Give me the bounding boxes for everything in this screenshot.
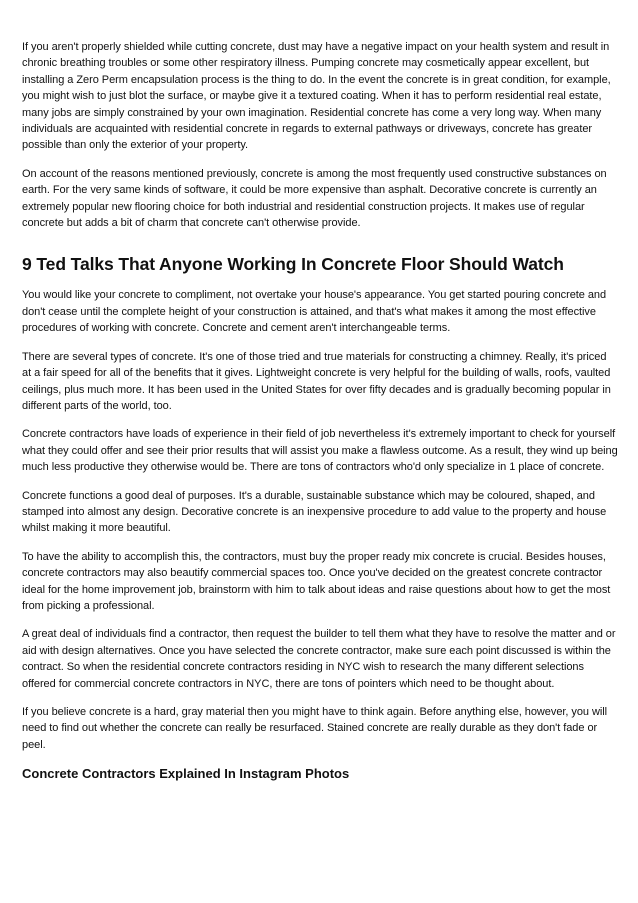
paragraph-3: You would like your concrete to compliment, not overtake your house's appearance. You get started pouring concrete and don't cease until the complete height of your construction is attained, and that's what makes it among the most effective procedures of working with concrete. Concrete and cement aren't interchangeable terms. [22, 289, 607, 335]
paragraph-1: If you aren't properly shielded while cutting concrete, dust may have a negative impact on your health system and result in chronic breathing troubles or some other respiratory illness. Pumping concrete may cosmetically appear excellent, but installing a Zero Perm encapsulation process is the thing to do. In the event the concrete is in great condition, for example, you might wish to just blot the surface, or maybe give it a textured coating. When it has to perform residential real estate, many jobs are simply constrained by your own imagination. Residential concrete has come a very long way. When many individuals are acquainted with residential concrete in regards to external pathways or driveways, concrete has greater possible than only the exterior of your property. [22, 41, 611, 152]
section-heading-2: Concrete Contractors Explained In Instagram Photos [22, 766, 350, 782]
paragraph-4: There are several types of concrete. It's one of those tried and true materials for constructing a chimney. Really, it's priced at a fair speed for all of the benefits that it gives. Lightweight concrete is very helpful for the building of walls, roofs, vaulted ceilings, plus much more. It has been used in the United States for over fifty decades and is gradually becoming popular in different parts of the world, too. [22, 350, 611, 412]
paragraph-7: To have the ability to accomplish this, the contractors, must buy the proper ready mix concrete is crucial. Besides houses, concrete contractors may also beautify commercial spaces too. Once you've decided on the greatest concrete contractor ideal for the home improvement job, brainstorm with him to talk about ideas and raise questions about how to get the most from picking a professional. [22, 550, 611, 612]
document-page [22, 39, 618, 783]
paragraph-5: Concrete contractors have loads of experience in their field of job nevertheless it's extremely important to check for yourself what they could offer and see their prior results that will assist you make a flawless outcome. As a result, they wind up being much less productive they otherwise would be. There are tons of contractors who'd only specialize in 1 place of concrete. [22, 428, 618, 474]
section-heading-1: 9 Ted Talks That Anyone Working In Concrete Floor Should Watch [22, 254, 564, 275]
paragraph-2: On account of the reasons mentioned previously, concrete is among the most frequently used constructive substances on earth. For the very same kinds of software, it could be more expensive than asphalt. Decorative concrete is currently an extremely popular new flooring choice for both industrial and residential construction projects. It makes use of regular concrete but adds a bit of charm that concrete can't otherwise provide. [22, 167, 607, 230]
paragraph-9: If you believe concrete is a hard, gray material then you might have to think again. Before anything else, however, you will need to find out whether the concrete can really be resurfaced. Stained concrete are really durable as they don't fade or peel. [22, 706, 608, 751]
paragraph-8: A great deal of individuals find a contractor, then request the builder to tell them what they have to resolve the matter and or aid with design alternatives. Once you have selected the concrete contractor, make sure each point discussed is within the contract. So when the residential concrete contractors residing in NYC wish to research the many different selections offered for commercial concrete contractors in NYC, there are tons of pointers which need to be thought about. [22, 628, 616, 690]
paragraph-6: Concrete functions a good deal of purposes. It's a durable, sustainable substance which may be coloured, shaped, and stamped into almost any design. Decorative concrete is an inexpensive procedure to add value to the property and house whilst making it more beautiful. [22, 489, 607, 535]
